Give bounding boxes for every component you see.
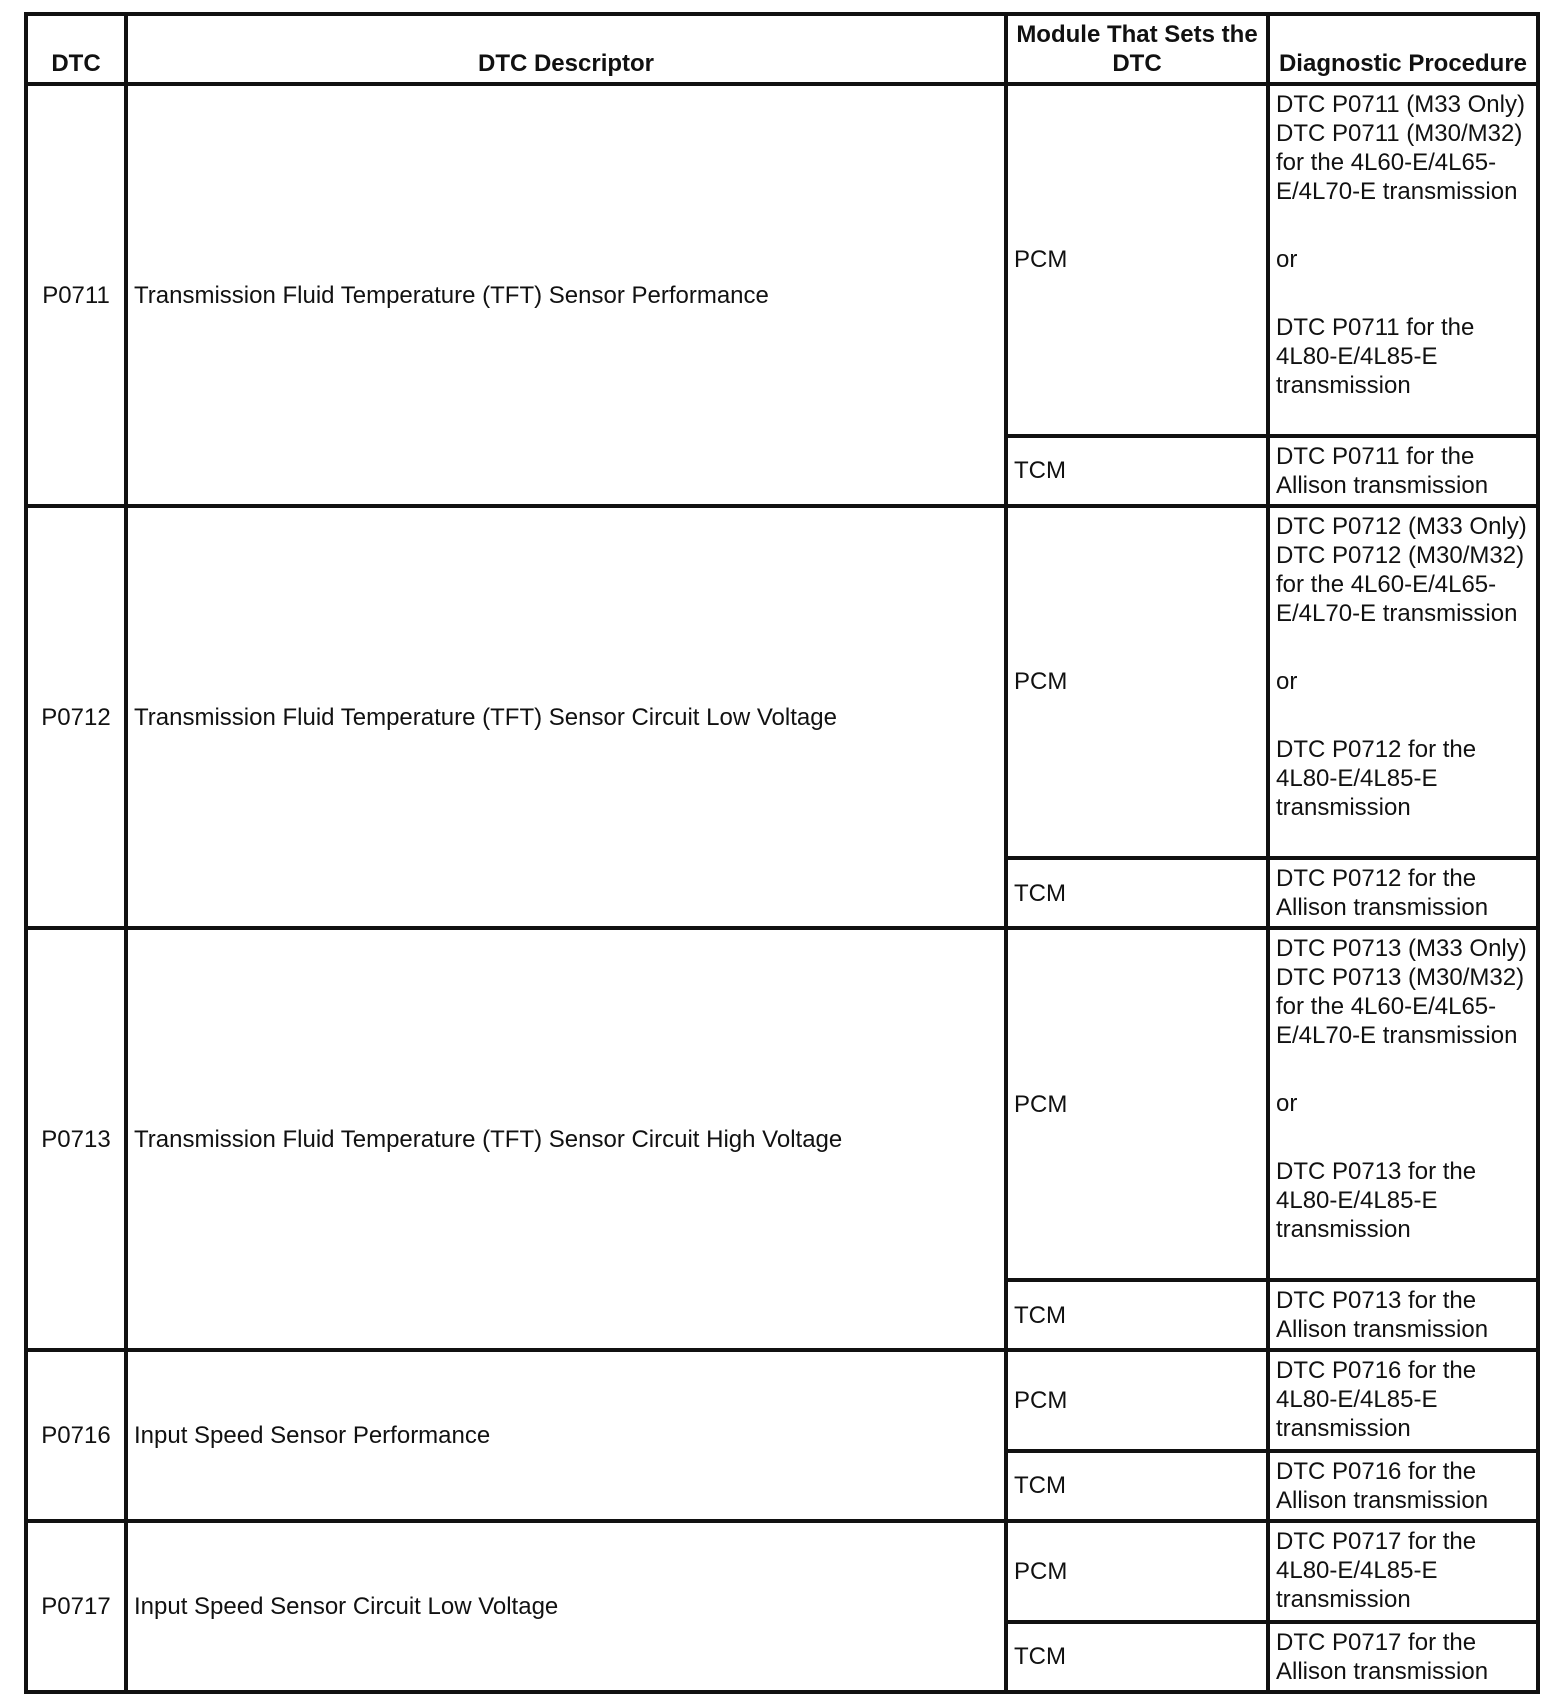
dtc-code: P0713 <box>26 928 126 1350</box>
module-pcm: PCM <box>1006 1350 1268 1451</box>
module-pcm: PCM <box>1006 1521 1268 1622</box>
dtc-descriptor: Input Speed Sensor Performance <box>126 1350 1006 1521</box>
table-row <box>26 1521 1538 1622</box>
procedure-text: DTC P0711 for the 4L80-E/4L85-E transmission <box>1276 314 1475 399</box>
header-row <box>26 14 1538 84</box>
table-row <box>26 506 1538 858</box>
dtc-code: P0717 <box>26 1521 126 1692</box>
header-dtc: DTC <box>26 14 126 84</box>
dtc-table-sheet <box>24 12 1536 1694</box>
dtc-code: P0712 <box>26 506 126 928</box>
procedure-tcm: DTC P0711 for the Allison transmission <box>1268 436 1538 506</box>
dtc-descriptor: Input Speed Sensor Circuit Low Voltage <box>126 1521 1006 1692</box>
procedure-text: DTC P0712 (M33 Only) DTC P0712 (M30/M32) for the 4L60-E/4L65-E/4L70-E transmission <box>1276 513 1527 628</box>
dtc-code: P0716 <box>26 1350 126 1521</box>
procedure-tcm: DTC P0716 for the Allison transmission <box>1268 1451 1538 1521</box>
dtc-descriptor: Transmission Fluid Temperature (TFT) Sensor Performance <box>126 84 1006 506</box>
procedure-text: DTC P0711 (M33 Only) DTC P0711 (M30/M32) for the 4L60-E/4L65-E/4L70-E transmission <box>1276 91 1525 205</box>
procedure-pcm <box>1268 928 1538 1280</box>
table-row <box>26 84 1538 436</box>
dtc-descriptor: Transmission Fluid Temperature (TFT) Sensor Circuit High Voltage <box>126 928 1006 1350</box>
table-row <box>26 1350 1538 1451</box>
header-descriptor: DTC Descriptor <box>126 14 1006 84</box>
dtc-descriptor: Transmission Fluid Temperature (TFT) Sensor Circuit Low Voltage <box>126 506 1006 928</box>
module-pcm: PCM <box>1006 84 1268 436</box>
procedure-text: DTC P0713 (M33 Only) DTC P0713 (M30/M32) for the 4L60-E/4L65-E/4L70-E transmission <box>1276 935 1527 1050</box>
procedure-or: or <box>1276 1090 1298 1118</box>
header-module: Module That Sets the DTC <box>1006 14 1268 84</box>
procedure-tcm: DTC P0717 for the Allison transmission <box>1268 1622 1538 1692</box>
procedure-or: or <box>1276 668 1298 696</box>
module-tcm: TCM <box>1006 436 1268 506</box>
procedure-or: or <box>1276 246 1298 273</box>
module-tcm: TCM <box>1006 1622 1268 1692</box>
procedure-text: DTC P0713 for the 4L80-E/4L85-E transmission <box>1276 1158 1477 1244</box>
header-procedure: Diagnostic Procedure <box>1268 14 1538 84</box>
dtc-table <box>24 12 1540 1694</box>
procedure-pcm <box>1268 506 1538 858</box>
dtc-code: P0711 <box>26 84 126 506</box>
module-pcm: PCM <box>1006 928 1268 1280</box>
procedure-pcm <box>1268 84 1538 436</box>
procedure-tcm: DTC P0713 for the Allison transmission <box>1268 1280 1538 1350</box>
module-pcm: PCM <box>1006 506 1268 858</box>
procedure-text: DTC P0712 for the 4L80-E/4L85-E transmission <box>1276 736 1477 822</box>
procedure-tcm: DTC P0712 for the Allison transmission <box>1268 858 1538 928</box>
module-tcm: TCM <box>1006 858 1268 928</box>
table-row <box>26 928 1538 1280</box>
procedure-pcm: DTC P0717 for the 4L80-E/4L85-E transmission <box>1268 1521 1538 1622</box>
module-tcm: TCM <box>1006 1280 1268 1350</box>
module-tcm: TCM <box>1006 1451 1268 1521</box>
procedure-pcm: DTC P0716 for the 4L80-E/4L85-E transmission <box>1268 1350 1538 1451</box>
